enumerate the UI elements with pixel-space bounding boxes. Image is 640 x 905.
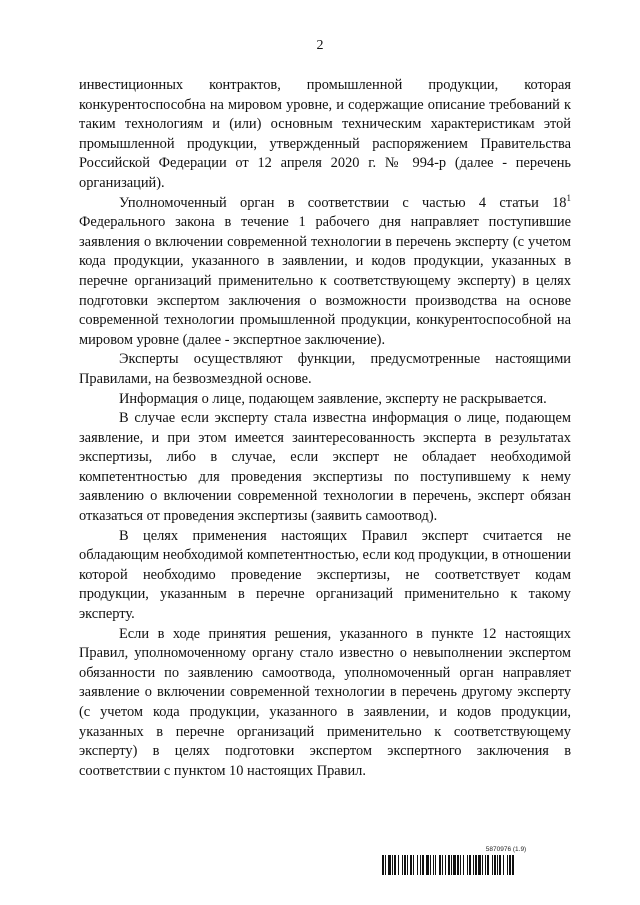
paragraph-text-after: Федерального закона в течение 1 рабочего дня направляет поступившие заявления о включении современной технологии в перечень эксперту (с учетом кода продукции, указанного в заявлении, и кодов продукции, указанных в перечне организаций применительно к соответствующему эксперту) в целях подготовки экспертом заключения о возможности производства на основе современной технологии промышленной продукции, конкурентоспособной на мировом уровне (далее - экспертное заключение).	[79, 214, 571, 348]
barcode-caption: 5870976 (1.9)	[485, 846, 527, 853]
paragraph-redirect: Если в ходе принятия решения, указанного в пункте 12 настоящих Правил, уполномоченному органу стало известно о невыполнении экспертом обязанности по заявлению самоотвода, уполномоченный орган направляет заявление о включении современной технологии в перечень другому эксперту (с учетом кода продукции, указанного в заявлении, и кодов продукции, указанных в перечне организаций применительно к соответствующему эксперту) в целях подготовки экспертом экспертного заключения в соответствии с пунктом 10 настоящих Правил.	[79, 625, 571, 779]
document-body	[79, 76, 571, 781]
paragraph-text-before: Уполномоченный орган в соответствии с частью 4 статьи 18	[119, 194, 567, 211]
paragraph-authorized-body	[79, 194, 571, 351]
article-superscript: 1	[566, 192, 571, 203]
paragraph-self-recusal: В случае если эксперту стала известна информация о лице, подающем заявление, и при этом имеется заинтересованность эксперта в результатах экспертизы, либо в случае, если эксперт не обладает необходимой компетентностью для проведения экспертизы по поступившему к нему заявлению о включении современной технологии в перечень, эксперт обязан отказаться от проведения экспертизы (заявить самоотвод).	[79, 410, 571, 525]
document-barcode	[382, 846, 570, 875]
paragraph-lack-of-competence: В целях применения настоящих Правил эксперт считается не обладающим необходимой компетентностью, если код продукции, в отношении которой необходимо проведение экспертизы, не соответствует кодам продукции, указанным в перечне организаций применительно к такому эксперту.	[79, 527, 571, 623]
paragraph-continuation: инвестиционных контрактов, промышленной продукции, которая конкурентоспособна на мировом уровне, и содержащие описание требований к таким технологиям и (или) основным техническим характеристикам этой промышленной продукции, утвержденный распоряжением Правительства Российской Федерации от 12 апреля 2020 г. № 994-р (далее - перечень организаций).	[79, 77, 571, 191]
page-number: 2	[316, 38, 324, 53]
paragraph-experts-functions: Эксперты осуществляют функции, предусмотренные настоящими Правилами, на безвозмездной основе.	[79, 351, 571, 387]
barcode-image	[382, 855, 570, 875]
paragraph-info-not-disclosed: Информация о лице, подающем заявление, эксперту не раскрывается.	[119, 390, 547, 407]
